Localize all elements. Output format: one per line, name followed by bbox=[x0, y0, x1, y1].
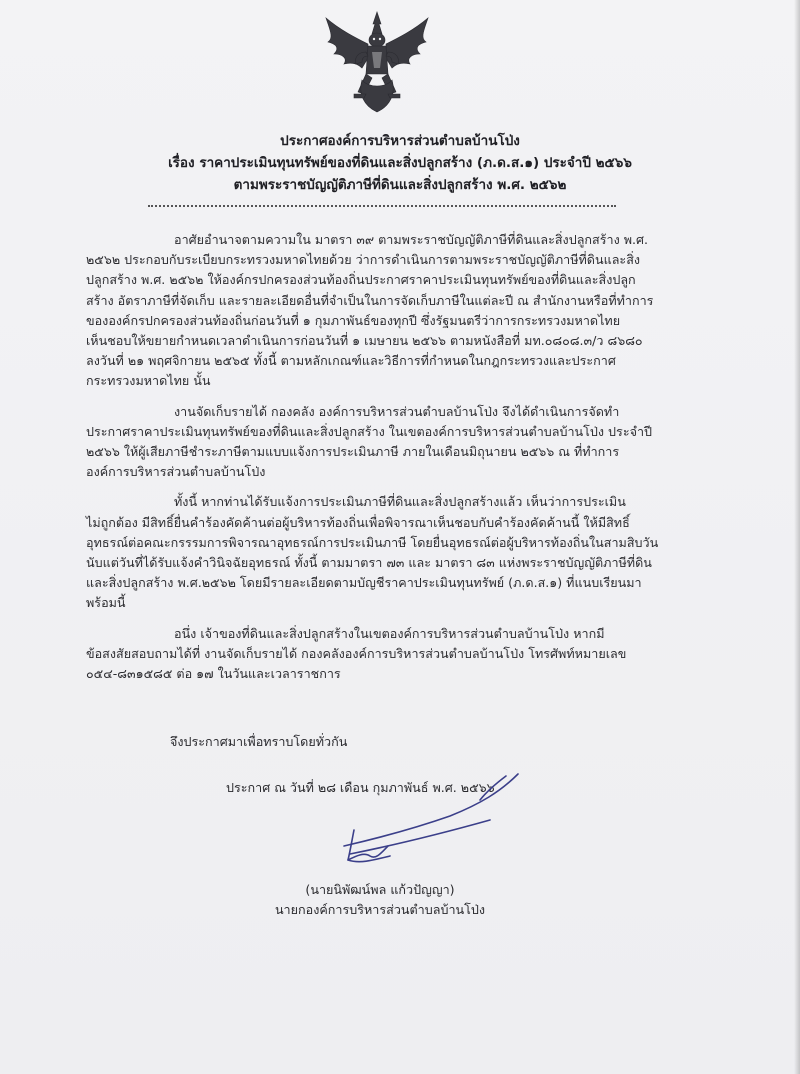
paragraph-line: กระทรวงมหาดไทย นั้น bbox=[86, 373, 211, 389]
paragraph-line: พร้อมนี้ bbox=[86, 595, 126, 611]
announcement-body bbox=[86, 230, 716, 684]
paragraph-revenue-office bbox=[86, 402, 716, 483]
signer-name: (นายนิพัฒน์พล แก้วปัญญา) bbox=[305, 882, 455, 897]
paragraph-line: เห็นชอบให้ขยายกำหนดเวลาดำเนินการก่อนวันที่ ๑ เมษายน ๒๕๖๖ ตามหนังสือที่ มท.๐๘๐๘.๓/ว ๘๖๘๐ bbox=[86, 333, 643, 349]
paragraph-line: ไม่ถูกต้อง มีสิทธิ์ยื่นคำร้องคัดค้านต่อผู้บริหารท้องถิ่นเพื่อพิจารณาเห็นชอบกับคำร้องคัดค้านนี้ ให้มีสิทธิ์ bbox=[86, 514, 630, 530]
header-title: ประกาศองค์การบริหารส่วนตำบลบ้านโป่ง bbox=[280, 133, 520, 149]
separator-dotted-line bbox=[148, 205, 616, 207]
handwritten-signature bbox=[330, 760, 530, 880]
signer-position: นายกองค์การบริหารส่วนตำบลบ้านโป่ง bbox=[274, 902, 486, 917]
paragraph-line: อนึ่ง เจ้าของที่ดินและสิ่งปลูกสร้างในเขตองค์การบริหารส่วนตำบลบ้านโป่ง หากมี bbox=[174, 625, 605, 641]
header-subject: เรื่อง ราคาประเมินทุนทรัพย์ของที่ดินและสิ่งปลูกสร้าง (ภ.ด.ส.๑) ประจำปี ๒๕๖๖ bbox=[168, 155, 632, 171]
paragraph-line: ขององค์กรปกครองส่วนท้องถิ่นก่อนวันที่ ๑ กุมภาพันธ์ของทุกปี ซึ่งรัฐมนตรีว่าการกระทรวงมหาดไทย bbox=[86, 312, 621, 328]
paragraph-line: อุทธรณ์ต่อคณะกรรรมการพิจารณาอุทธรณ์การประเมินภาษี โดยยื่นอุทธรณ์ต่อผู้บริหารท้องถิ่นในสามสิบวัน bbox=[86, 534, 659, 550]
page-edge-shadow bbox=[794, 0, 800, 1074]
closing-statement: จึงประกาศมาเพื่อทราบโดยทั่วกัน bbox=[170, 734, 348, 749]
paragraph-line: ๐๕๔-๘๓๑๕๘๕ ต่อ ๑๗ ในวันและเวลาราชการ bbox=[86, 666, 341, 682]
paragraph-line: ประกาศราคาประเมินทุนทรัพย์ของที่ดินและสิ่งปลูกสร้าง ในเขตองค์การบริหารส่วนตำบลบ้านโป่ง ประจำปี bbox=[86, 423, 653, 439]
paragraph-line: ข้อสงสัยสอบถามได้ที่ งานจัดเก็บรายได้ กองคลังองค์การบริหารส่วนตำบลบ้านโป่ง โทรศัพท์หมายเลข bbox=[86, 645, 627, 661]
paragraph-line: ทั้งนี้ หากท่านได้รับแจ้งการประเมินภาษีที่ดินและสิ่งปลูกสร้างแล้ว เห็นว่าการประเมิน bbox=[174, 494, 626, 510]
announcement-header bbox=[100, 130, 700, 196]
paragraph-line: สร้าง อัตราภาษีที่จัดเก็บ และรายละเอียดอื่นที่จำเป็นในการจัดเก็บภาษีในแต่ละปี ณ สำนักงานหรือที่ทำการ bbox=[86, 292, 654, 308]
paragraph-line: ๒๕๖๖ ให้ผู้เสียภาษีชำระภาษีตามแบบแจ้งการประเมินภาษี ภายในเดือนมิถุนายน ๒๕๖๖ ณ ที่ทำการ bbox=[86, 444, 620, 460]
paragraph-contact bbox=[86, 624, 716, 685]
signer-block bbox=[240, 880, 520, 920]
paragraph-line: องค์การบริหารส่วนตำบลบ้านโป่ง bbox=[86, 464, 266, 480]
paragraph-line: อาศัยอำนาจตามความใน มาตรา ๓๙ ตามพระราชบัญญัติภาษีที่ดินและสิ่งปลูกสร้าง พ.ศ. bbox=[174, 232, 649, 247]
garuda-emblem bbox=[318, 8, 436, 116]
announcement-date: ประกาศ ณ วันที่ ๒๘ เดือน กุมภาพันธ์ พ.ศ. ๒๕๖๖ bbox=[226, 780, 495, 795]
paragraph-line: และสิ่งปลูกสร้าง พ.ศ.๒๕๖๒ โดยมีรายละเอียดตามบัญชีราคาประเมินทุนทรัพย์ (ภ.ด.ส.๑) ที่แนบเรียนมา bbox=[86, 575, 642, 591]
paragraph-line: ปลูกสร้าง พ.ศ. ๒๕๖๒ ให้องค์กรปกครองส่วนท้องถิ่นประกาศราคาประเมินทุนทรัพย์ของที่ดินและสิ่งปลูก bbox=[86, 272, 636, 288]
paragraph-line: ๒๕๖๒ ประกอบกับระเบียบกระทรวงมหาดไทยด้วย ว่าการดำเนินการตามพระราชบัญญัติภาษีที่ดินและสิ่ง bbox=[86, 252, 641, 268]
paragraph-line: นับแต่วันที่ได้รับแจ้งคำวินิจฉัยอุทธรณ์ ทั้งนี้ ตามมาตรา ๗๓ และ มาตรา ๘๓ แห่งพระราชบัญญัติภาษีที่ดิน bbox=[86, 555, 652, 571]
paragraph-line: งานจัดเก็บรายได้ กองคลัง องค์การบริหารส่วนตำบลบ้านโป่ง จึงได้ดำเนินการจัดทำ bbox=[174, 403, 620, 419]
paragraph-authority bbox=[86, 230, 716, 392]
header-act-reference: ตามพระราชบัญญัติภาษีที่ดินและสิ่งปลูกสร้าง พ.ศ. ๒๕๖๒ bbox=[233, 177, 567, 193]
paragraph-appeal bbox=[86, 492, 716, 613]
paragraph-line: ลงวันที่ ๒๑ พฤศจิกายน ๒๕๖๕ ทั้งนี้ ตามหลักเกณฑ์และวิธีการที่กำหนดในกฎกระทรวงและประกาศ bbox=[86, 353, 616, 369]
